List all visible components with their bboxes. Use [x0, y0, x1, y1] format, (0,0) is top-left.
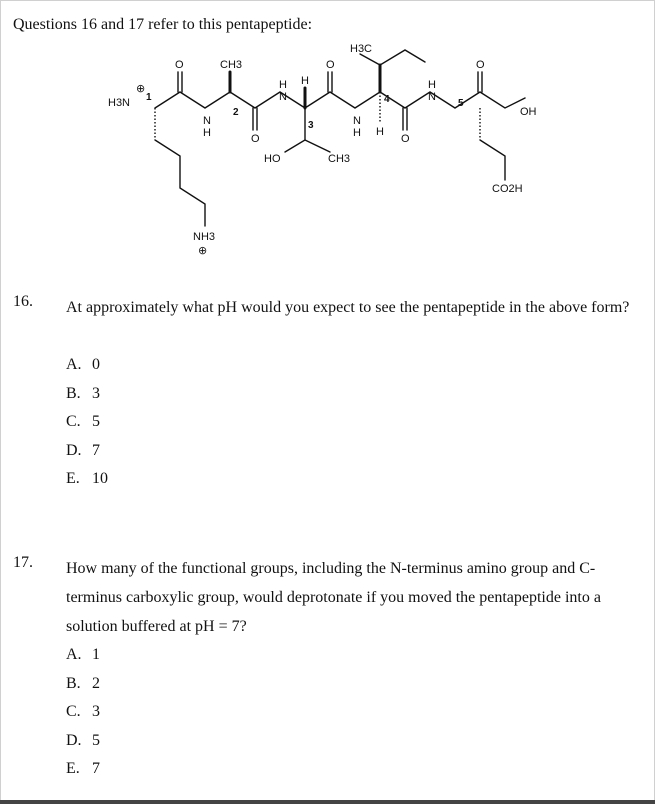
svg-text:H: H	[353, 127, 361, 139]
nh3-label: NH3	[193, 231, 216, 243]
question-text: How many of the functional groups, including the N-terminus amino group and C-terminus carboxylic group, would deprotonate if you moved the pentapeptide into a solution buffered at pH = 7?	[66, 560, 601, 635]
svg-text:2: 2	[233, 107, 239, 118]
svg-text:O: O	[326, 59, 335, 71]
ch3-bottom-label: CH3	[328, 153, 351, 165]
ch3-top-label: CH3	[220, 59, 243, 71]
question-number: 16.	[13, 293, 33, 310]
bottom-rule	[0, 800, 655, 804]
svg-text:O: O	[175, 59, 184, 71]
choice-e[interactable]: E. 7	[66, 760, 100, 777]
svg-text:H: H	[376, 126, 384, 138]
question-text: At approximately what pH would you expect to see the pentapeptide in the above form?	[66, 299, 630, 316]
answer-choices	[66, 641, 100, 784]
pentapeptide-svg	[0, 40, 655, 270]
svg-text:H: H	[428, 79, 436, 91]
co2h-label: CO2H	[492, 183, 523, 195]
choice-b[interactable]: B. 3	[66, 384, 100, 402]
svg-text:O: O	[476, 59, 485, 71]
svg-text:5: 5	[458, 98, 464, 109]
svg-text:O: O	[401, 133, 410, 145]
n-terminus-label: H3N	[108, 97, 131, 109]
intro-text: Questions 16 and 17 refer to this pentapeptide:	[13, 16, 313, 33]
svg-text:H: H	[203, 127, 211, 139]
oh-label: OH	[520, 106, 537, 118]
choice-d[interactable]: D. 7	[66, 441, 100, 459]
choice-a[interactable]: A. 1	[66, 646, 100, 663]
svg-text:⊕: ⊕	[198, 245, 208, 257]
choice-b[interactable]: B. 2	[66, 674, 100, 692]
backbone	[155, 92, 525, 108]
choice-c[interactable]: C. 3	[66, 703, 100, 720]
h3c-label: H3C	[350, 43, 373, 55]
choice-e[interactable]: E. 10	[66, 470, 108, 487]
svg-text:N: N	[203, 115, 211, 127]
svg-text:3: 3	[308, 120, 314, 131]
choice-d[interactable]: D. 5	[66, 731, 100, 749]
choice-a[interactable]: A. 0	[66, 356, 100, 373]
svg-text:N: N	[353, 115, 361, 127]
question-number: 17.	[13, 554, 33, 571]
svg-text:1: 1	[146, 92, 152, 103]
svg-text:N: N	[279, 91, 287, 103]
svg-text:O: O	[251, 133, 260, 145]
svg-text:H: H	[301, 75, 309, 87]
ho-label: HO	[264, 153, 281, 165]
svg-text:⊕: ⊕	[136, 83, 146, 95]
pentapeptide-structure	[0, 40, 655, 270]
choice-c[interactable]: C. 5	[66, 413, 100, 430]
svg-text:4: 4	[384, 94, 390, 105]
svg-text:N: N	[428, 91, 436, 103]
svg-text:H: H	[279, 79, 287, 91]
answer-choices	[66, 351, 108, 494]
